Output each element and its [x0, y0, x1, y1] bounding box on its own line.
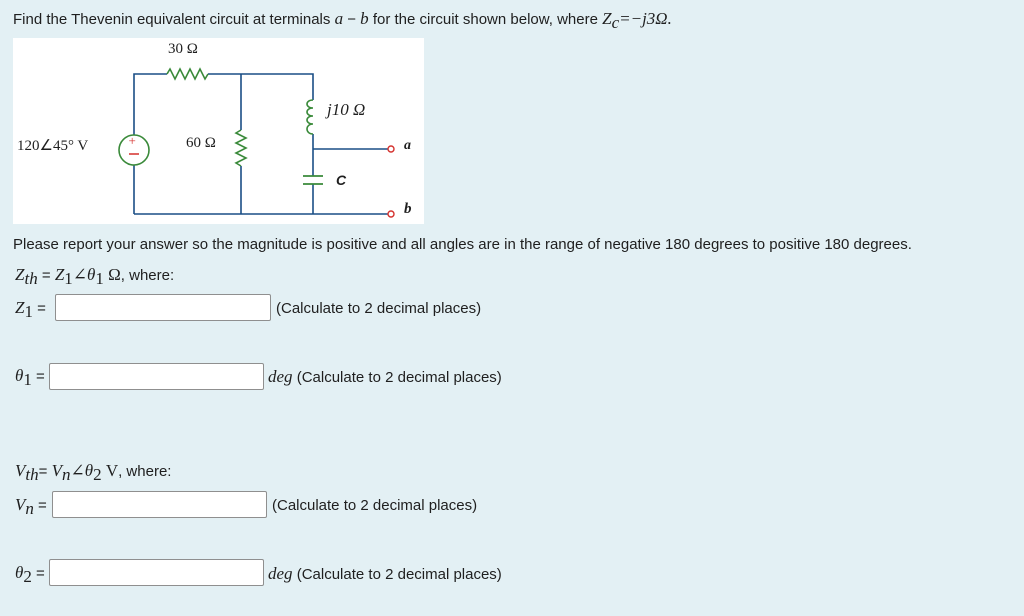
theta1-symbol: θ [15, 366, 24, 385]
vn-eq: = [33, 497, 47, 514]
resistor-mid [236, 130, 246, 166]
vn-sub-def: n [61, 465, 71, 484]
terminal-b-label: b [404, 201, 412, 217]
vth-symbol: V [15, 461, 26, 480]
theta1-sub: 1 [23, 370, 32, 389]
theta2-note [268, 564, 502, 584]
ohm-unit: Ω [103, 265, 121, 284]
zc-symbol: Z [602, 9, 612, 28]
theta2-sub-def: 2 [93, 465, 102, 484]
zth-eq: = [37, 267, 55, 284]
vth-sub: th [25, 465, 39, 484]
capacitor-label: C [336, 172, 347, 188]
zc-sub: c [611, 13, 620, 32]
inductor-label: j10 Ω [327, 100, 366, 119]
theta2-def: ∠θ [70, 461, 94, 480]
theta2-symbol: θ [15, 563, 24, 582]
zc-value: =−j3Ω. [619, 9, 672, 28]
zth-where: , where: [120, 267, 175, 284]
instructions: Please report your answer so the magnitude is positive and all angles are in the range of negative 180 degrees to positive 180 degrees. [13, 236, 912, 253]
theta2-eq: = [31, 565, 45, 582]
theta2-label [15, 563, 45, 587]
z1-sub-def: 1 [64, 269, 73, 288]
z1-sub: 1 [24, 302, 33, 321]
z1-note: (Calculate to 2 decimal places) [276, 300, 482, 317]
question-dash: − [343, 11, 361, 28]
svg-text:+: + [128, 133, 136, 148]
vth-where: , where: [118, 463, 172, 480]
zth-sub: th [24, 269, 38, 288]
resistor-top [167, 69, 208, 79]
capacitor [303, 176, 323, 184]
theta2-note-text: (Calculate to 2 decimal places) [292, 566, 502, 583]
z1-symbol: Z [15, 298, 25, 317]
theta1-unit: deg [268, 367, 293, 386]
theta1-sub-def: 1 [95, 269, 104, 288]
question-text [13, 9, 672, 33]
z1-symbol-def: Z [54, 265, 65, 284]
terminal-a-inline: a [334, 9, 344, 28]
terminal-a-node [388, 146, 394, 152]
theta1-note [268, 367, 502, 387]
zth-definition [15, 265, 174, 289]
question-prefix: Find the Thevenin equivalent circuit at terminals [13, 11, 335, 28]
theta1-eq: = [31, 368, 45, 385]
vth-eq: = [38, 463, 52, 480]
theta1-label [15, 366, 45, 390]
vn-label [15, 495, 47, 519]
circuit-figure [13, 38, 424, 224]
vn-symbol-def: V [51, 461, 62, 480]
theta2-sub: 2 [23, 567, 32, 586]
theta1-note-text: (Calculate to 2 decimal places) [292, 369, 502, 386]
vn-input[interactable] [52, 491, 267, 518]
theta2-unit: deg [268, 564, 293, 583]
question-suffix: for the circuit shown below, where [368, 11, 603, 28]
terminal-b-inline: b [360, 9, 369, 28]
resistor-top-label: 30 Ω [168, 41, 198, 57]
source-label: 120∠45° V [17, 138, 89, 154]
terminal-a-label: a [404, 138, 411, 153]
resistor-mid-label: 60 Ω [186, 135, 216, 151]
z1-label [15, 298, 46, 322]
z1-input[interactable] [55, 294, 271, 321]
circuit-wires [134, 74, 388, 214]
terminal-b-node [388, 211, 394, 217]
inductor [307, 100, 313, 134]
theta1-def: ∠θ [72, 265, 96, 284]
circuit-diagram [13, 38, 424, 224]
vn-note: (Calculate to 2 decimal places) [272, 497, 478, 514]
z1-eq: = [32, 300, 46, 317]
volt-unit: V [101, 461, 119, 480]
vn-sub: n [25, 499, 34, 518]
theta2-input[interactable] [49, 559, 264, 586]
vn-symbol: V [15, 495, 26, 514]
voltage-source [119, 133, 149, 165]
zth-symbol: Z [15, 265, 25, 284]
vth-definition [15, 461, 171, 485]
theta1-input[interactable] [49, 363, 264, 390]
